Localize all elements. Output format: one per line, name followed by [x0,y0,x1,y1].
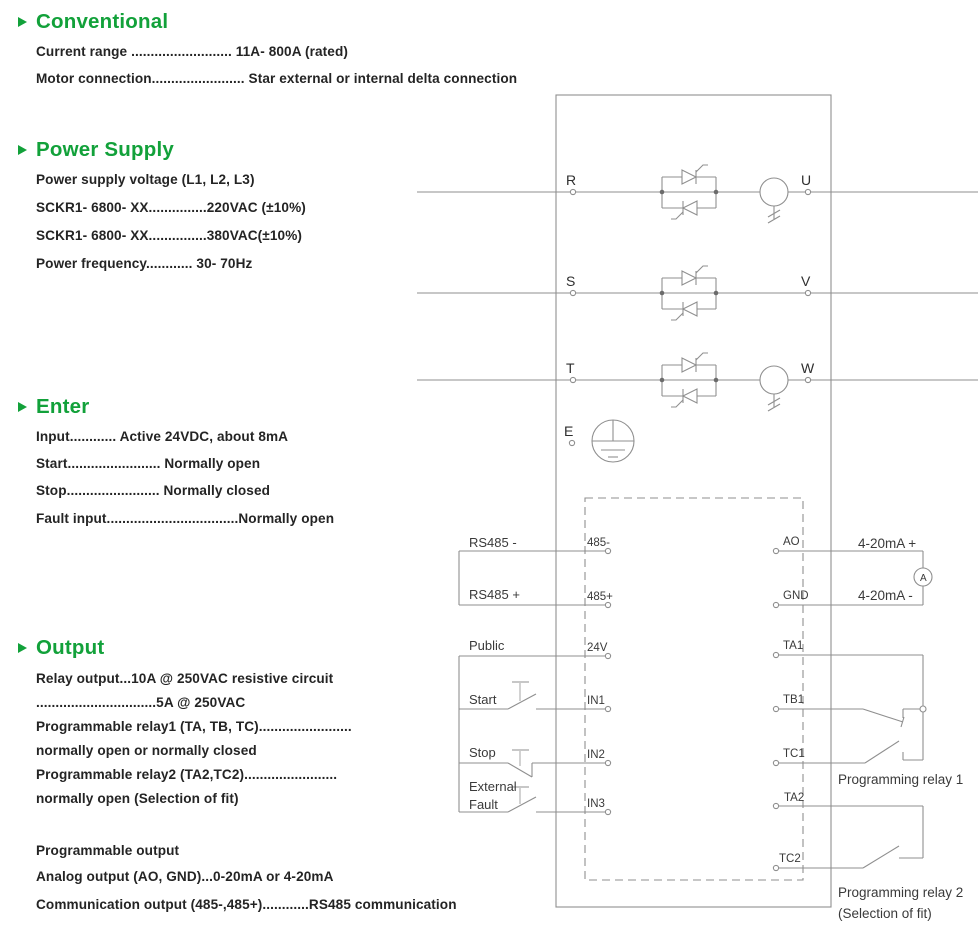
spec-line: Power supply voltage (L1, L2, L3) [36,172,255,187]
label-public: Public [469,638,505,653]
label-fault: Fault [469,797,498,812]
terminal-gnd [773,602,778,607]
label-stop: Stop [469,745,496,760]
spec-line: SCKR1- 6800- XX...............380VAC(±10%) [36,228,303,243]
label-ammeter-a: A [920,573,927,584]
spec-line: Stop........................ Normally closed [36,483,271,498]
spec-line: normally open or normally closed [36,743,257,758]
label-programming-relay-2: Programming relay 2 [838,885,964,900]
terminal-in1 [605,706,610,711]
terminal-e [569,440,574,445]
earth-symbol [569,420,634,462]
label-terminal-in1: IN1 [587,695,605,707]
terminal-tb1 [773,706,778,711]
spec-line: SCKR1- 6800- XX...............220VAC (±10%) [36,200,306,215]
spec-line: Input............ Active 24VDC, about 8mA [36,429,289,444]
thyristor-icon [683,302,697,316]
thyristor-icon [682,358,696,372]
terminal-tc2 [773,865,778,870]
spec-line: Relay output...10A @ 250VAC resistive circuit [36,671,334,686]
label-terminal-in2: IN2 [587,749,605,761]
label-external: External [469,779,517,794]
label-terminal-ta1: TA1 [783,640,804,652]
label-terminal-485-plus: 485+ [587,591,613,603]
control-terminal-box [585,498,803,880]
label-4-20ma-plus: 4-20mA + [858,536,917,551]
label-rs485-minus: RS485 - [469,535,517,550]
label-selection-of-fit: (Selection of fit) [838,906,932,921]
spec-line: Fault input..................................Normally open [36,511,335,526]
spec-line: ...............................5A @ 250VAC [36,695,246,710]
spec-line: Current range .......................... 11A- 800A (rated) [36,44,348,59]
phase-row-t [417,353,978,411]
label-start: Start [469,692,497,707]
label-terminal-24v: 24V [587,642,608,654]
label-4-20ma-minus: 4-20mA - [858,588,913,603]
label-phase-r: R [566,172,577,188]
spec-line: Communication output (485-,485+)............RS485 communication [36,897,457,912]
relay1-wiring [779,655,926,763]
spec-line: Start........................ Normally open [36,456,261,471]
thyristor-icon [682,271,696,285]
thyristor-icon [682,170,696,184]
label-phase-t: T [566,360,575,376]
label-phase-u: U [801,172,812,188]
label-phase-s: S [566,273,576,289]
label-earth: E [564,423,574,439]
terminal-t [570,377,575,382]
terminal-in3 [605,809,610,814]
current-transformer-icon [760,178,788,206]
left-terminal-circles [605,548,610,814]
label-terminal-ta2: TA2 [784,792,805,804]
terminal-485-minus [605,548,610,553]
label-terminal-tc2: TC2 [779,853,801,865]
spec-line: normally open (Selection of fit) [36,791,239,806]
spec-line: Power frequency............ 30- 70Hz [36,256,253,271]
terminal-ta2 [773,803,778,808]
terminal-in2 [605,760,610,765]
section-title: Output [36,636,105,659]
terminal-s [570,290,575,295]
label-terminal-gnd: GND [783,590,809,602]
section-title: Enter [36,395,90,418]
terminal-v [805,290,810,295]
label-phase-v: V [801,273,811,289]
label-phase-w: W [801,360,815,376]
spec-line: Motor connection........................ Star external or internal delta connection [36,71,518,86]
spec-line: Analog output (AO, GND)...0-20mA or 4-20mA [36,869,334,884]
phase-row-r [417,165,978,223]
label-rs485-plus: RS485 + [469,587,520,602]
thyristor-icon [683,389,697,403]
label-programming-relay-1: Programming relay 1 [838,772,964,787]
terminal-24v [605,653,610,658]
soft-starter-box [556,95,831,907]
label-terminal-485-minus: 485- [587,537,611,549]
terminal-ao [773,548,778,553]
section-title: Conventional [36,10,169,33]
phase-row-s [417,266,978,320]
spec-line: Programmable relay1 (TA, TB, TC)........................ [36,719,352,734]
spec-line: Programmable relay2 (TA2,TC2)........................ [36,767,338,782]
terminal-485-plus [605,602,610,607]
current-transformer-icon [760,366,788,394]
thyristor-icon [683,201,697,215]
spec-line: Programmable output [36,843,180,858]
terminal-ta1 [773,652,778,657]
terminal-w [805,377,810,382]
label-terminal-in3: IN3 [587,798,605,810]
terminal-r [570,189,575,194]
label-terminal-tc1: TC1 [783,748,805,760]
label-terminal-tb1: TB1 [783,694,805,706]
right-terminal-circles [773,548,778,870]
label-terminal-ao: AO [783,536,800,548]
terminal-tc1 [773,760,778,765]
terminal-u [805,189,810,194]
section-title: Power Supply [36,138,174,161]
